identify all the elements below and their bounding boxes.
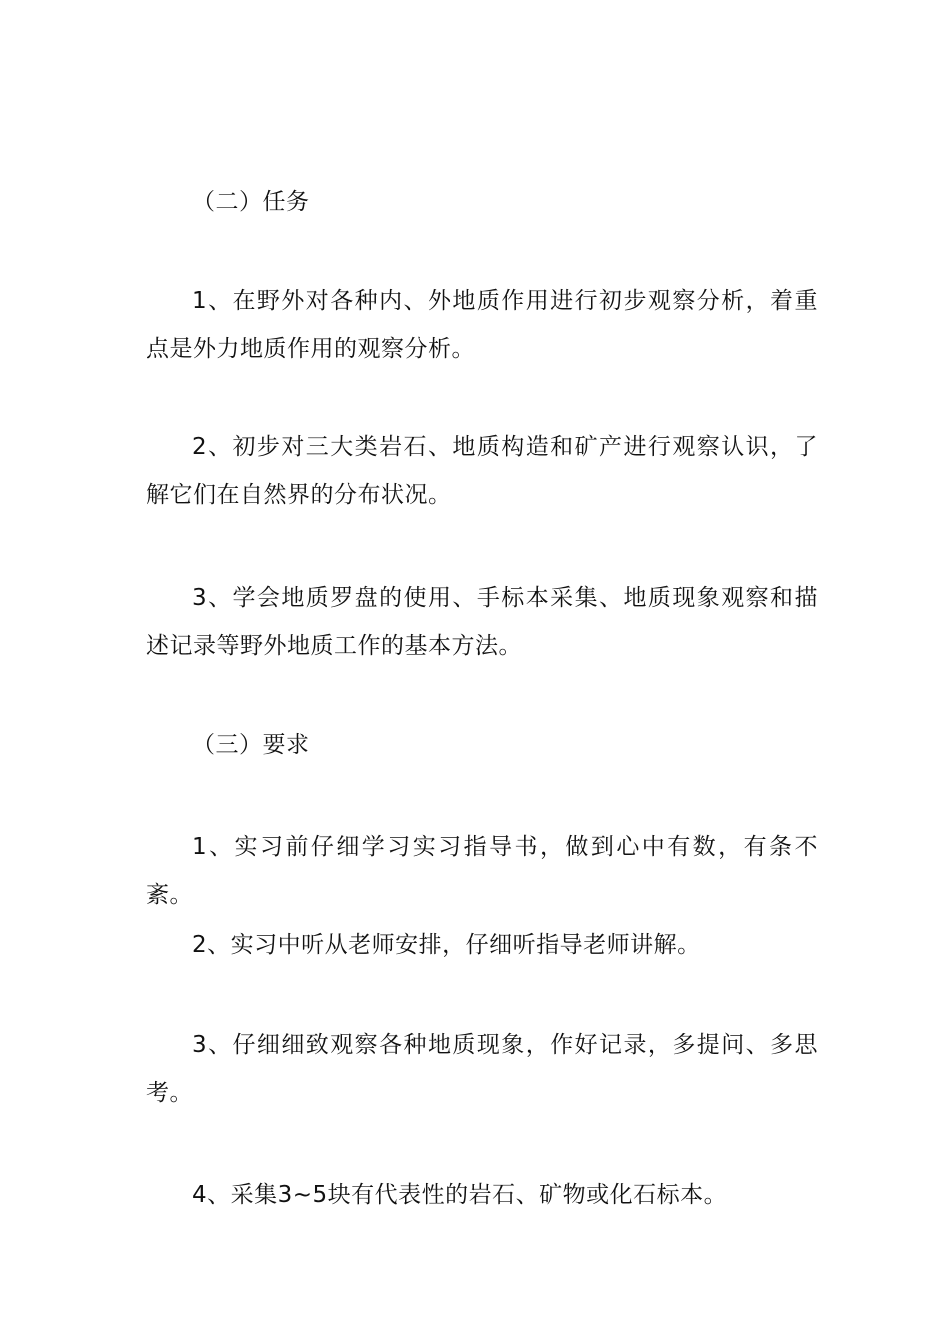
section-heading-tasks: （二）任务 [192, 189, 310, 215]
task-item-3: 3、学会地质罗盘的使用、手标本采集、地质现象观察和描述记录等野外地质工作的基本方法。 [146, 585, 818, 659]
section-heading-requirements: （三）要求 [192, 732, 310, 758]
requirement-item-3: 3、仔细细致观察各种地质现象，作好记录，多提问、多思考。 [146, 1032, 818, 1106]
requirement-item-4: 4、采集3~5块有代表性的岩石、矿物或化石标本。 [192, 1182, 728, 1208]
task-item-2: 2、初步对三大类岩石、地质构造和矿产进行观察认识，了解它们在自然界的分布状况。 [146, 434, 818, 508]
requirement-item-2: 2、实习中听从老师安排，仔细听指导老师讲解。 [192, 932, 701, 958]
task-item-1: 1、在野外对各种内、外地质作用进行初步观察分析，着重点是外力地质作用的观察分析。 [146, 288, 818, 362]
requirement-item-1: 1、实习前仔细学习实习指导书，做到心中有数，有条不紊。 [146, 834, 818, 908]
